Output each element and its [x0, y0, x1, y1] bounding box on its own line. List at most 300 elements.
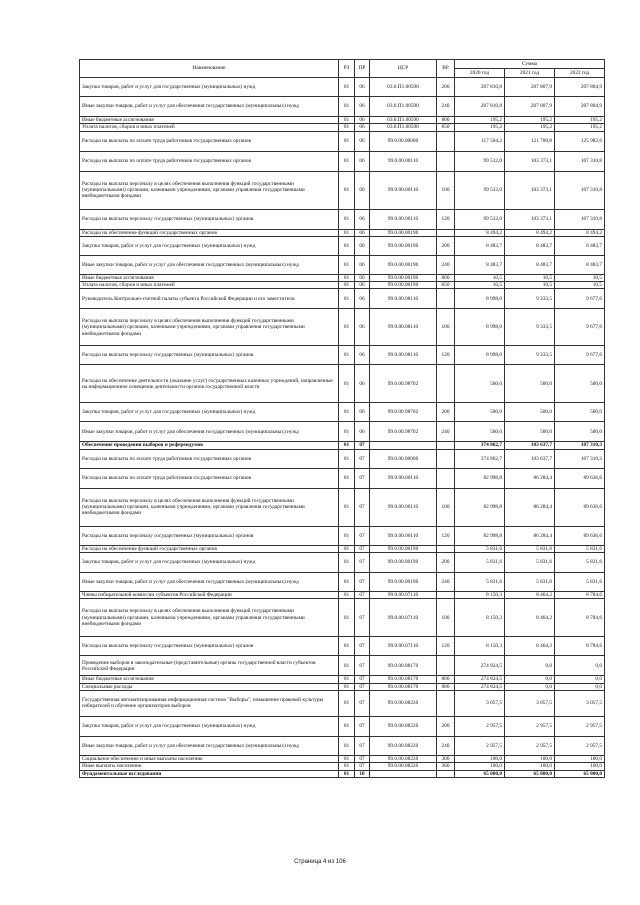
table-row [80, 131, 605, 151]
cell-sum-2021: 207 807,9 [505, 97, 555, 117]
cell-vr [437, 656, 455, 676]
cell-sum-2021: 103 637,7 [505, 449, 555, 468]
cell-csr: 99.0.00.08220 [370, 716, 437, 736]
cell-csr: 99.0.00.00190 [370, 229, 437, 236]
cell-sum-2020: 274 824,5 [455, 656, 505, 676]
cell-rz: 01 [339, 526, 355, 545]
cell-sum-2021: 500,0 [505, 365, 555, 403]
cell-sum-2021: 9 333,5 [505, 346, 555, 365]
cell-pr: 06 [355, 365, 370, 403]
cell-pr: 06 [355, 117, 370, 124]
cell-sum-2020: 5 831,6 [455, 553, 505, 573]
table-row [80, 690, 605, 716]
cell-rz: 01 [339, 124, 355, 131]
cell-sum-2022: 8 784,6 [555, 637, 605, 656]
cell-sum-2021: 10,5 [505, 282, 555, 289]
cell-rz: 01 [339, 97, 355, 117]
cell-rz: 01 [339, 592, 355, 599]
cell-vr: 850 [437, 124, 455, 131]
cell-name: Иные закупки товаров, работ и услуг для обеспечения государственных (муниципальных) нужд [80, 422, 339, 442]
table-row [80, 449, 605, 468]
cell-name: Обеспечение проведения выборов и референдумов [80, 442, 339, 449]
cell-vr: 120 [437, 209, 455, 229]
cell-vr: 300 [437, 755, 455, 762]
cell-sum-2020: 274 824,5 [455, 676, 505, 683]
cell-sum-2022: 5 831,6 [555, 573, 605, 592]
cell-rz: 01 [339, 151, 355, 171]
table-row [80, 545, 605, 552]
cell-sum-2020: 82 998,8 [455, 488, 505, 526]
cell-rz: 01 [339, 656, 355, 676]
cell-sum-2020: 82 998,8 [455, 526, 505, 545]
cell-pr: 07 [355, 468, 370, 488]
table-row [80, 592, 605, 599]
cell-vr: 240 [437, 255, 455, 274]
cell-sum-2021: 65 000,0 [505, 770, 555, 777]
cell-pr: 06 [355, 346, 370, 365]
cell-sum-2022: 5 831,6 [555, 545, 605, 552]
cell-sum-2022: 0,0 [555, 683, 605, 690]
cell-name: Расходы на выплаты персоналу в целях обеспечения выполнения функций государственными (муниципальными) органами, казенными учреждениями, органами управления государственными внебюджетными фондами [80, 488, 339, 526]
cell-sum-2022: 8 784,6 [555, 592, 605, 599]
cell-name: Закупка товаров, работ и услуг для государственных (муниципальных) нужд [80, 553, 339, 573]
cell-name: Иные закупки товаров, работ и услуг для обеспечения государственных (муниципальных) нужд [80, 255, 339, 274]
cell-sum-2020: 8 150,3 [455, 637, 505, 656]
cell-pr: 07 [355, 545, 370, 552]
cell-pr: 07 [355, 690, 370, 716]
cell-sum-2021: 3 057,5 [505, 690, 555, 716]
cell-name: Расходы на выплаты персоналу государственных (муниципальных) органов [80, 209, 339, 229]
table-row [80, 442, 605, 449]
cell-csr: 99.0.00.08220 [370, 690, 437, 716]
cell-vr: 360 [437, 763, 455, 770]
cell-rz: 01 [339, 255, 355, 274]
cell-sum-2020: 195,2 [455, 117, 505, 124]
cell-pr: 07 [355, 488, 370, 526]
budget-table [79, 59, 605, 778]
header-vr: ВР [437, 60, 455, 78]
cell-name: Закупка товаров, работ и услуг для государственных (муниципальных) нужд [80, 716, 339, 736]
cell-sum-2020: 5 831,6 [455, 573, 505, 592]
cell-sum-2021: 195,2 [505, 117, 555, 124]
cell-sum-2020: 100,0 [455, 763, 505, 770]
cell-csr: 99.0.00.98702 [370, 422, 437, 442]
table-row [80, 124, 605, 131]
cell-pr: 07 [355, 736, 370, 755]
cell-csr [370, 442, 437, 449]
cell-name: Члены избирательной комиссии субъектов Российской Федерации [80, 592, 339, 599]
cell-pr: 07 [355, 442, 370, 449]
table-row [80, 637, 605, 656]
cell-vr: 240 [437, 573, 455, 592]
cell-sum-2021: 103 373,1 [505, 171, 555, 209]
cell-name: Иные закупки товаров, работ и услуг для обеспечения государственных (муниципальных) нужд [80, 573, 339, 592]
cell-pr: 07 [355, 755, 370, 762]
cell-vr [437, 770, 455, 777]
cell-sum-2021: 8 494,2 [505, 229, 555, 236]
cell-name: Иные бюджетные ассигнования [80, 274, 339, 281]
cell-sum-2021: 5 831,6 [505, 553, 555, 573]
cell-csr: 99.0.00.00190 [370, 282, 437, 289]
cell-sum-2022: 207 804,9 [555, 78, 605, 97]
header-year-2022: 2022 год [555, 69, 605, 78]
cell-csr: 03.0.П1.00590 [370, 124, 437, 131]
cell-name: Руководитель Контрольно-счетной палаты субъекта Российской Федерации и его заместители [80, 289, 339, 309]
cell-sum-2022: 9 677,6 [555, 309, 605, 346]
cell-sum-2022: 65 000,0 [555, 770, 605, 777]
cell-name: Специальные расходы [80, 683, 339, 690]
cell-sum-2020: 2 957,5 [455, 736, 505, 755]
cell-sum-2020: 5 831,6 [455, 545, 505, 552]
cell-name: Проведение выборов в законодательные (представительные) органы государственной власти субъектов Российской Федерации [80, 656, 339, 676]
cell-rz: 01 [339, 599, 355, 637]
cell-csr: 99.0.00.07110 [370, 592, 437, 599]
cell-sum-2022: 107 310,8 [555, 209, 605, 229]
cell-name: Уплата налогов, сборов и иных платежей [80, 282, 339, 289]
cell-csr: 99.0.00.08220 [370, 736, 437, 755]
cell-sum-2021: 10,5 [505, 274, 555, 281]
table-row [80, 676, 605, 683]
cell-vr [437, 229, 455, 236]
cell-sum-2021: 500,0 [505, 403, 555, 422]
header-rz: РЗ [339, 60, 355, 78]
table-row [80, 763, 605, 770]
cell-vr [437, 545, 455, 552]
cell-csr: 03.0.П1.00590 [370, 117, 437, 124]
header-year-2020: 2020 год [455, 69, 505, 78]
cell-vr: 200 [437, 78, 455, 97]
cell-sum-2020: 500,0 [455, 403, 505, 422]
cell-rz: 01 [339, 236, 355, 255]
cell-pr: 06 [355, 422, 370, 442]
cell-rz: 01 [339, 763, 355, 770]
cell-pr: 07 [355, 553, 370, 573]
cell-sum-2022: 9 677,6 [555, 346, 605, 365]
cell-sum-2022: 2 957,5 [555, 736, 605, 755]
cell-name: Расходы на выплаты по оплате труда работников государственных органов [80, 468, 339, 488]
cell-pr: 06 [355, 97, 370, 117]
cell-sum-2020: 117 504,2 [455, 131, 505, 151]
cell-sum-2020: 8 998,0 [455, 289, 505, 309]
cell-csr: 99.0.00.00190 [370, 553, 437, 573]
cell-pr: 06 [355, 229, 370, 236]
cell-sum-2020: 374 862,7 [455, 449, 505, 468]
cell-rz: 01 [339, 770, 355, 777]
cell-pr: 07 [355, 526, 370, 545]
cell-sum-2022: 207 804,9 [555, 97, 605, 117]
cell-rz: 01 [339, 755, 355, 762]
table-row [80, 282, 605, 289]
cell-csr: 99.0.00.08170 [370, 676, 437, 683]
cell-pr: 06 [355, 236, 370, 255]
cell-rz: 01 [339, 229, 355, 236]
cell-sum-2020: 82 998,8 [455, 468, 505, 488]
cell-name: Расходы на выплаты по оплате труда работников государственных органов [80, 151, 339, 171]
cell-sum-2021: 8 464,2 [505, 592, 555, 599]
cell-sum-2020: 2 957,5 [455, 716, 505, 736]
table-header [80, 60, 605, 78]
cell-pr: 07 [355, 573, 370, 592]
budget-page [79, 59, 604, 778]
cell-sum-2022: 0,0 [555, 656, 605, 676]
cell-csr: 99.0.00.00190 [370, 255, 437, 274]
cell-rz: 01 [339, 716, 355, 736]
cell-sum-2022: 107 310,8 [555, 151, 605, 171]
cell-sum-2021: 100,0 [505, 763, 555, 770]
header-name: Наименование [80, 60, 339, 78]
cell-sum-2021: 8 483,7 [505, 236, 555, 255]
cell-sum-2021: 100,0 [505, 755, 555, 762]
cell-rz: 01 [339, 488, 355, 526]
cell-name: Расходы на выплаты персоналу государственных (муниципальных) органов [80, 346, 339, 365]
cell-rz: 01 [339, 449, 355, 468]
cell-pr: 06 [355, 151, 370, 171]
cell-csr: 99.0.00.00110 [370, 151, 437, 171]
cell-sum-2021: 0,0 [505, 683, 555, 690]
cell-sum-2021: 2 957,5 [505, 736, 555, 755]
cell-csr: 99.0.00.00190 [370, 274, 437, 281]
cell-sum-2022: 500,0 [555, 422, 605, 442]
cell-pr: 06 [355, 309, 370, 346]
cell-vr: 850 [437, 282, 455, 289]
cell-name: Иные закупки товаров, работ и услуг для обеспечения государственных (муниципальных) нужд [80, 97, 339, 117]
cell-rz: 01 [339, 282, 355, 289]
table-row [80, 229, 605, 236]
table-row [80, 716, 605, 736]
cell-sum-2021: 86 284,4 [505, 468, 555, 488]
cell-csr: 99.0.00.00110 [370, 171, 437, 209]
cell-rz: 01 [339, 690, 355, 716]
cell-name: Расходы на выплаты персоналу в целях обеспечения выполнения функций государственными (муниципальными) органами, казенными учреждениями, органами управления государственными внебюджетными фондами [80, 171, 339, 209]
cell-name: Расходы на обеспечение функций государственных органов [80, 545, 339, 552]
cell-sum-2021: 86 284,4 [505, 488, 555, 526]
cell-sum-2021: 5 831,6 [505, 545, 555, 552]
table-row [80, 683, 605, 690]
cell-rz: 01 [339, 676, 355, 683]
cell-sum-2022: 8 483,7 [555, 255, 605, 274]
cell-sum-2021: 2 957,5 [505, 716, 555, 736]
cell-sum-2021: 103 373,1 [505, 151, 555, 171]
cell-sum-2021: 9 333,5 [505, 289, 555, 309]
header-pr: ПР [355, 60, 370, 78]
cell-sum-2020: 8 483,7 [455, 236, 505, 255]
cell-sum-2020: 8 150,3 [455, 592, 505, 599]
cell-pr: 10 [355, 770, 370, 777]
cell-sum-2020: 374 862,7 [455, 442, 505, 449]
cell-name: Расходы на выплаты по оплате труда работников государственных органов [80, 131, 339, 151]
table-row [80, 656, 605, 676]
table-row [80, 468, 605, 488]
cell-sum-2022: 8 784,6 [555, 599, 605, 637]
cell-sum-2020: 8 998,0 [455, 346, 505, 365]
cell-sum-2021: 500,0 [505, 422, 555, 442]
table-row [80, 346, 605, 365]
cell-sum-2020: 274 824,5 [455, 683, 505, 690]
cell-csr: 99.0.00.08170 [370, 683, 437, 690]
cell-pr: 06 [355, 78, 370, 97]
cell-sum-2022: 89 636,6 [555, 488, 605, 526]
cell-sum-2020: 207 810,8 [455, 97, 505, 117]
table-row [80, 403, 605, 422]
cell-vr [437, 690, 455, 716]
cell-sum-2022: 107 310,8 [555, 171, 605, 209]
cell-csr [370, 770, 437, 777]
cell-sum-2022: 500,0 [555, 365, 605, 403]
cell-sum-2020: 65 000,0 [455, 770, 505, 777]
cell-sum-2020: 10,5 [455, 274, 505, 281]
cell-pr: 06 [355, 282, 370, 289]
cell-pr: 06 [355, 255, 370, 274]
cell-sum-2020: 8 483,7 [455, 255, 505, 274]
table-row [80, 422, 605, 442]
cell-csr: 99.0.00.00110 [370, 526, 437, 545]
cell-vr [437, 442, 455, 449]
cell-vr: 120 [437, 346, 455, 365]
cell-name: Социальное обеспечение и иные выплаты населению [80, 755, 339, 762]
cell-vr: 100 [437, 309, 455, 346]
cell-sum-2021: 9 333,5 [505, 309, 555, 346]
cell-rz: 01 [339, 346, 355, 365]
cell-vr: 200 [437, 716, 455, 736]
cell-csr: 03.0.П1.00590 [370, 97, 437, 117]
cell-csr: 99.0.00.00190 [370, 545, 437, 552]
cell-sum-2021: 0,0 [505, 656, 555, 676]
table-row [80, 289, 605, 309]
cell-csr: 99.0.00.00190 [370, 236, 437, 255]
table-row [80, 236, 605, 255]
cell-rz: 01 [339, 209, 355, 229]
cell-sum-2020: 8 998,0 [455, 309, 505, 346]
cell-rz: 01 [339, 78, 355, 97]
table-row [80, 171, 605, 209]
table-row [80, 553, 605, 573]
cell-sum-2022: 500,0 [555, 403, 605, 422]
cell-pr: 06 [355, 403, 370, 422]
cell-csr: 99.0.00.08110 [370, 289, 437, 309]
cell-sum-2021: 103 637,7 [505, 442, 555, 449]
cell-csr: 99.0.00.00110 [370, 468, 437, 488]
cell-pr: 07 [355, 656, 370, 676]
cell-vr: 880 [437, 683, 455, 690]
cell-rz: 01 [339, 422, 355, 442]
cell-sum-2020: 8 150,3 [455, 599, 505, 637]
cell-csr: 99.0.00.07110 [370, 599, 437, 637]
cell-pr: 06 [355, 274, 370, 281]
cell-pr: 07 [355, 592, 370, 599]
table-row [80, 97, 605, 117]
cell-sum-2020: 195,2 [455, 124, 505, 131]
cell-sum-2021: 195,2 [505, 124, 555, 131]
cell-vr [437, 365, 455, 403]
cell-pr: 07 [355, 599, 370, 637]
cell-vr: 100 [437, 171, 455, 209]
cell-vr: 240 [437, 422, 455, 442]
cell-sum-2020: 8 494,2 [455, 229, 505, 236]
cell-name: Расходы на выплаты персоналу государственных (муниципальных) органов [80, 637, 339, 656]
cell-sum-2022: 107 310,3 [555, 442, 605, 449]
cell-pr: 06 [355, 131, 370, 151]
cell-pr: 07 [355, 763, 370, 770]
cell-vr: 240 [437, 97, 455, 117]
cell-name: Государственная автоматизированная информационная система "Выборы", повышение правовой культуры избирателей и обучение организаторов выборов [80, 690, 339, 716]
cell-sum-2021: 8 464,2 [505, 599, 555, 637]
cell-sum-2020: 100,0 [455, 755, 505, 762]
cell-sum-2022: 9 677,6 [555, 289, 605, 309]
table-row [80, 309, 605, 346]
cell-name: Уплата налогов, сборов и иных платежей [80, 124, 339, 131]
table-row [80, 488, 605, 526]
cell-vr: 200 [437, 236, 455, 255]
cell-sum-2022: 8 483,7 [555, 236, 605, 255]
cell-vr [437, 131, 455, 151]
cell-pr: 07 [355, 716, 370, 736]
cell-csr: 99.0.00.98702 [370, 365, 437, 403]
cell-csr: 99.0.00.00190 [370, 573, 437, 592]
table-row [80, 526, 605, 545]
cell-csr: 03.0.П1.00590 [370, 78, 437, 97]
cell-pr: 07 [355, 676, 370, 683]
page-number: Страница 4 из 106 [294, 859, 346, 865]
cell-name: Фундаментальные исследования [80, 770, 339, 777]
cell-rz: 01 [339, 573, 355, 592]
cell-sum-2022: 107 310,3 [555, 449, 605, 468]
table-row [80, 755, 605, 762]
cell-name: Расходы на обеспечение деятельности (оказание услуг) государственных казенных учреждений, направленные на информационное освещение деятельности органов государственной власти [80, 365, 339, 403]
table-row [80, 770, 605, 777]
cell-sum-2022: 10,5 [555, 282, 605, 289]
cell-name: Иные выплаты населению [80, 763, 339, 770]
cell-pr: 06 [355, 124, 370, 131]
table-row [80, 255, 605, 274]
cell-vr: 120 [437, 526, 455, 545]
cell-csr: 99.0.00.00110 [370, 488, 437, 526]
cell-vr [437, 468, 455, 488]
cell-rz: 01 [339, 403, 355, 422]
cell-sum-2022: 100,0 [555, 763, 605, 770]
table-body [80, 78, 605, 778]
cell-sum-2020: 99 512,0 [455, 171, 505, 209]
cell-sum-2020: 3 057,5 [455, 690, 505, 716]
table-row [80, 151, 605, 171]
cell-sum-2022: 195,2 [555, 124, 605, 131]
cell-sum-2020: 207 810,8 [455, 78, 505, 97]
cell-rz: 01 [339, 468, 355, 488]
cell-vr: 200 [437, 553, 455, 573]
cell-rz: 01 [339, 545, 355, 552]
cell-sum-2022: 125 982,6 [555, 131, 605, 151]
table-row [80, 599, 605, 637]
table-row [80, 117, 605, 124]
cell-sum-2021: 8 483,7 [505, 255, 555, 274]
cell-sum-2022: 3 057,5 [555, 690, 605, 716]
cell-pr: 07 [355, 449, 370, 468]
cell-pr: 07 [355, 637, 370, 656]
cell-sum-2021: 0,0 [505, 676, 555, 683]
cell-csr: 99.0.00.00110 [370, 209, 437, 229]
cell-sum-2021: 207 807,9 [505, 78, 555, 97]
cell-rz: 01 [339, 553, 355, 573]
cell-vr [437, 151, 455, 171]
cell-csr: 99.0.00.98702 [370, 403, 437, 422]
cell-csr: 99.0.00.08110 [370, 346, 437, 365]
cell-vr [437, 289, 455, 309]
table-row [80, 736, 605, 755]
cell-sum-2022: 195,2 [555, 117, 605, 124]
cell-vr [437, 592, 455, 599]
cell-rz: 01 [339, 683, 355, 690]
cell-sum-2022: 100,0 [555, 755, 605, 762]
cell-rz: 01 [339, 309, 355, 346]
